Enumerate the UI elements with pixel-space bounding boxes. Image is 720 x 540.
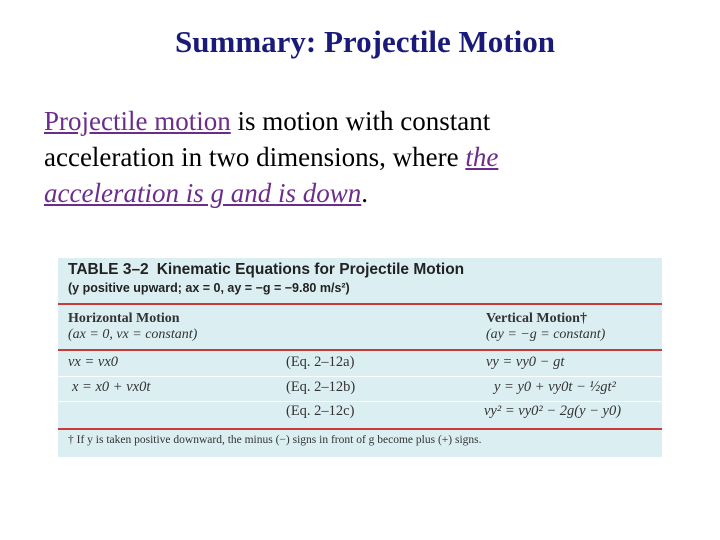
intro-text: is motion with constant acceleration in two dimensions, where <box>44 106 491 172</box>
table-caption-text: Kinematic Equations for Projectile Motion <box>156 261 465 278</box>
row2-vertical: y = y0 + vy0t − ½gt² <box>494 379 616 395</box>
row2-horizontal: x = x0 + vx0t <box>72 379 151 395</box>
row3-eq-ref: (Eq. 2–12c) <box>286 403 355 419</box>
row-divider <box>58 376 662 377</box>
row3-vertical: vy² = vy0² − 2g(y − y0) <box>484 403 622 419</box>
intro-term: Projectile motion <box>44 106 231 136</box>
row1-vertical: vy = vy0 − gt <box>486 354 565 370</box>
table-rule-mid <box>58 349 662 351</box>
row1-eq-ref: (Eq. 2–12a) <box>286 354 355 370</box>
table-rule-top <box>58 303 662 305</box>
intro-paragraph <box>44 103 604 211</box>
table-subcaption: (y positive upward; ax = 0, ay = −g = −9.80 m/s²) <box>68 281 350 295</box>
table-caption <box>68 261 464 279</box>
row1-horizontal: vx = vx0 <box>68 354 119 370</box>
intro-highlight-1: the <box>465 142 499 172</box>
row-divider <box>58 401 662 402</box>
col-vertical-sub: (ay = −g = constant) <box>486 327 606 342</box>
table-footnote: † If y is taken positive downward, the minus (−) signs in front of g become plus (+) signs. <box>68 434 482 446</box>
row2-eq-ref: (Eq. 2–12b) <box>286 379 356 395</box>
col-vertical-title: Vertical Motion† <box>486 311 587 326</box>
table-rule-bottom <box>58 428 662 430</box>
slide-title: Summary: Projectile Motion <box>175 24 555 59</box>
intro-end: . <box>361 178 368 208</box>
col-horizontal-sub: (ax = 0, vx = constant) <box>68 327 198 342</box>
table-header <box>58 258 662 304</box>
col-horizontal-title: Horizontal Motion <box>68 311 180 326</box>
intro-highlight-2: acceleration is g and is down <box>44 178 362 208</box>
kinematics-table <box>58 258 662 457</box>
table-number: TABLE 3–2 <box>68 261 149 278</box>
